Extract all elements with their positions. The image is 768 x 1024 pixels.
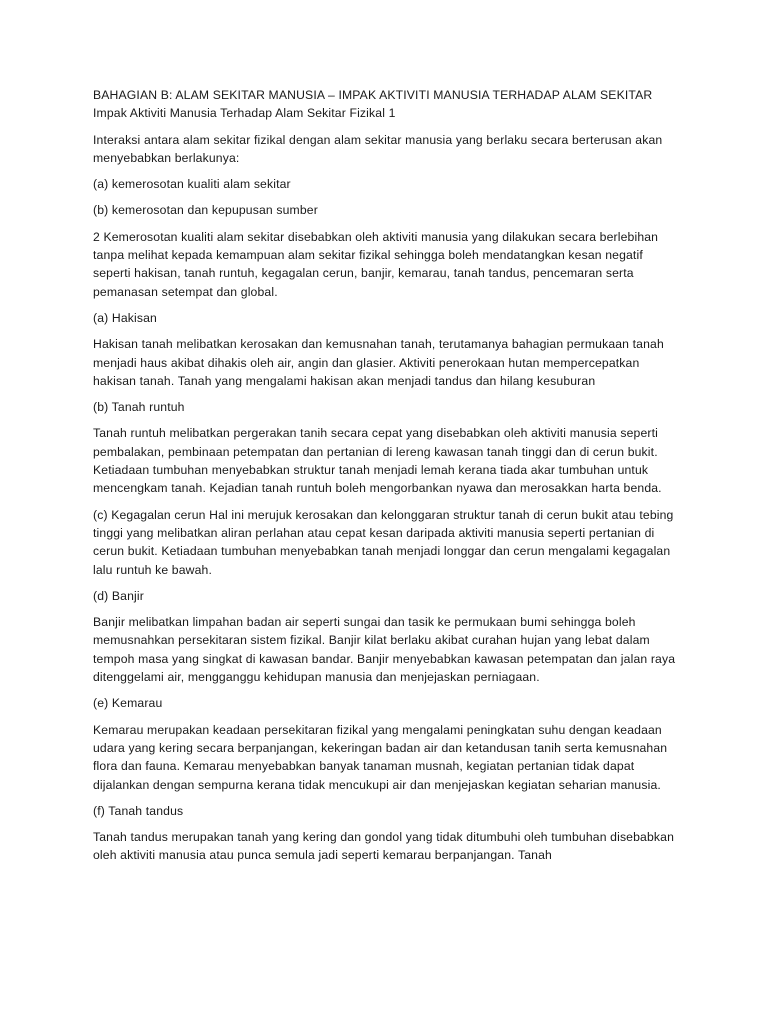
document-page [93, 86, 681, 873]
banjir-heading: (d) Banjir [93, 588, 144, 603]
hakisan-heading: (a) Hakisan [93, 310, 157, 325]
kegagalan-cerun-paragraph: (c) Kegagalan cerun Hal ini merujuk kerosakan dan kelonggaran struktur tanah di cerun bukit atau tebing tinggi yang melibatkan aliran perlahan atau cepat kesan daripada aktiviti manusia seperti pertanian di cerun bukit. Ketiadaan tumbuhan menyebabkan tanah menjadi longgar dan cerun mengalami kegagalan lalu runtuh ke bawah. [93, 507, 674, 577]
section-heading: BAHAGIAN B: ALAM SEKITAR MANUSIA – IMPAK AKTIVITI MANUSIA TERHADAP ALAM SEKITAR [93, 88, 653, 102]
banjir-paragraph: Banjir melibatkan limpahan badan air seperti sungai dan tasik ke permukaan bumi sehingga boleh memusnahkan persekitaran sistem fizikal. Banjir kilat berlaku akibat curahan hujan yang lebat dalam tempoh masa yang singkat di kawasan bandar. Banjir menyebabkan kawasan petempatan dan jalan raya ditenggelami air, mengganggu kehidupan manusia dan menjejaskan perniagaan. [93, 615, 676, 685]
list-item-b: (b) kemerosotan dan kepupusan sumber [93, 203, 318, 218]
intro-paragraph: Interaksi antara alam sekitar fizikal dengan alam sekitar manusia yang berlaku secara berterusan akan menyebabkan berlakunya: [93, 132, 663, 165]
section-subheading: Impak Aktiviti Manusia Terhadap Alam Sekitar Fizikal 1 [93, 106, 396, 121]
hakisan-paragraph: Hakisan tanah melibatkan kerosakan dan kemusnahan tanah, terutamanya bahagian permukaan tanah menjadi haus akibat dihakis oleh air, angin dan glasier. Aktiviti penerokaan hutan mempercepatkan hakisan tanah. Tanah yang mengalami hakisan akan menjadi tandus dan hilang kesuburan [93, 337, 664, 388]
tanah-runtuh-heading: (b) Tanah runtuh [93, 400, 185, 415]
kemarau-paragraph: Kemarau merupakan keadaan persekitaran fizikal yang mengalami peningkatan suhu dengan keadaan udara yang kering secara berpanjangan, kekeringan badan air dan ketandusan tanih serta kemusnahan flora dan fauna. Kemarau menyebabkan banyak tanaman musnah, kegiatan pertanian tidak dapat dijalankan dengan sempurna kerana tidak mencukupi air dan menjejaskan kegiatan seharian manusia. [93, 722, 668, 792]
list-item-a: (a) kemerosotan kualiti alam sekitar [93, 177, 291, 192]
kemarau-heading: (e) Kemarau [93, 696, 163, 711]
tanah-tandus-heading: (f) Tanah tandus [93, 803, 184, 818]
point-2-paragraph: 2 Kemerosotan kualiti alam sekitar disebabkan oleh aktiviti manusia yang dilakukan secara berlebihan tanpa melihat kepada kemampuan alam sekitar fizikal sehingga boleh mendatangkan kesan negatif seperti hakisan, tanah runtuh, kegagalan cerun, banjir, kemarau, tanah tandus, pencemaran serta pemanasan setempat dan global. [93, 229, 659, 299]
tanah-tandus-paragraph: Tanah tandus merupakan tanah yang kering dan gondol yang tidak ditumbuhi oleh tumbuhan disebabkan oleh aktiviti manusia atau punca semula jadi seperti kemarau berpanjangan. Tanah [93, 830, 674, 863]
tanah-runtuh-paragraph: Tanah runtuh melibatkan pergerakan tanih secara cepat yang disebabkan oleh aktiviti manusia seperti pembalakan, pembinaan petempatan dan pertanian di lereng kawasan tanah tinggi dan di cerun bukit. Ketiadaan tumbuhan menyebabkan struktur tanah menjadi lemah kerana tiada akar tumbuhan untuk mencengkam tanah. Kejadian tanah runtuh boleh mengorbankan nyawa dan merosakkan harta benda. [93, 426, 662, 496]
